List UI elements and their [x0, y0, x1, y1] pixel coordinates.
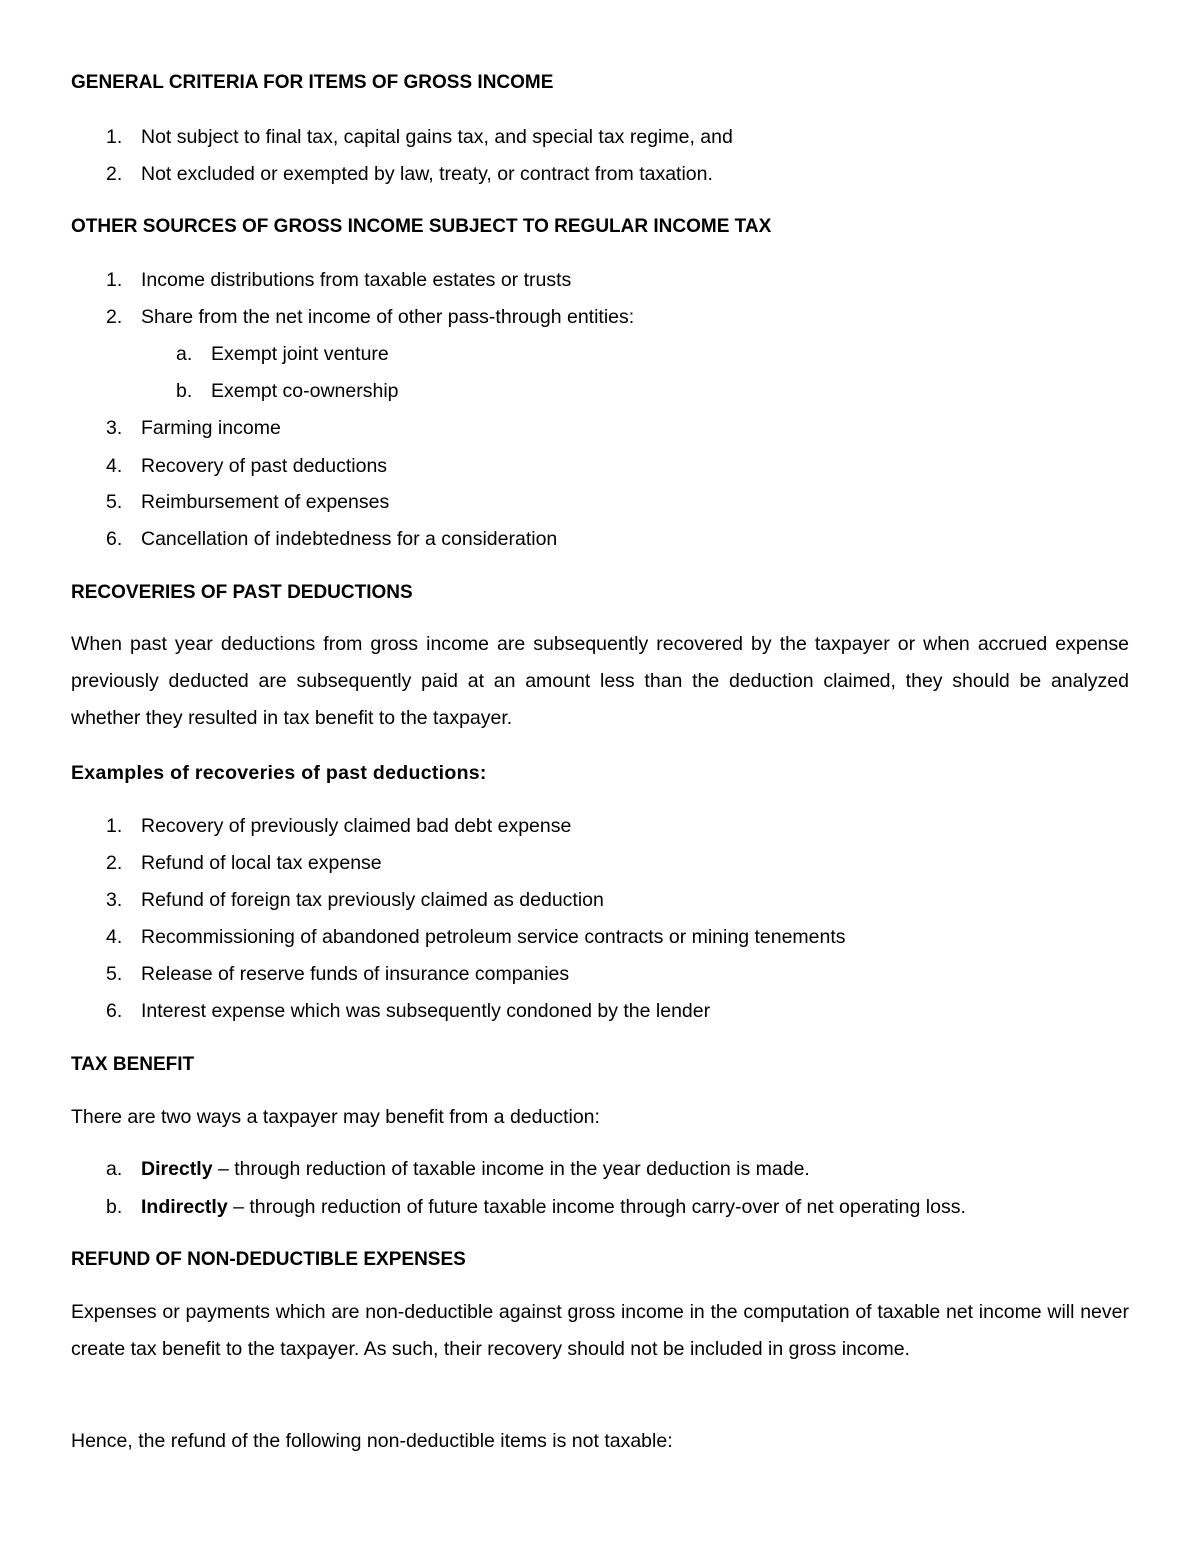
heading-refund-non-deductible: REFUND OF NON-DEDUCTIBLE EXPENSES [71, 1249, 466, 1270]
list-number: 4. [106, 926, 123, 948]
list-letter: a. [176, 343, 193, 365]
heading-other-sources: OTHER SOURCES OF GROSS INCOME SUBJECT TO REGULAR INCOME TAX [71, 216, 772, 237]
list-number: 5. [106, 491, 123, 513]
list-text: Recommissioning of abandoned petroleum service contracts or mining tenements [141, 926, 846, 948]
list-number: 6. [106, 1000, 123, 1022]
list-text: Income distributions from taxable estates or trusts [141, 269, 572, 291]
list-number: 1. [106, 269, 123, 291]
list-text: Share from the net income of other pass-through entities: [141, 306, 635, 328]
list-number: 3. [106, 889, 123, 911]
list-number: 3. [106, 417, 123, 439]
paragraph-refund-non-deductible: Expenses or payments which are non-deductible against gross income in the computation of taxable net income will never create tax benefit to the taxpayer. As such, their recovery should not be included in gross income. [71, 1301, 1129, 1360]
heading-general-criteria: GENERAL CRITERIA FOR ITEMS OF GROSS INCOME [71, 72, 554, 93]
list-text: Exempt co-ownership [211, 380, 399, 402]
list-text: Recovery of past deductions [141, 455, 388, 477]
term-description: – through reduction of taxable income in the year deduction is made. [212, 1158, 810, 1180]
list-number: 2. [106, 852, 123, 874]
list-text: Interest expense which was subsequently condoned by the lender [141, 1000, 711, 1022]
list-text: Cancellation of indebtedness for a consideration [141, 528, 558, 550]
list-text: Recovery of previously claimed bad debt expense [141, 815, 572, 837]
paragraph-tax-benefit-intro: There are two ways a taxpayer may benefit from a deduction: [71, 1106, 600, 1128]
term: Directly [141, 1158, 213, 1180]
paragraph-closing: Hence, the refund of the following non-deductible items is not taxable: [71, 1430, 673, 1452]
list-text: Release of reserve funds of insurance companies [141, 963, 570, 985]
list-letter: b. [176, 380, 193, 402]
list-number: 4. [106, 455, 123, 477]
heading-tax-benefit: TAX BENEFIT [71, 1054, 195, 1075]
list-text [141, 1158, 810, 1181]
list-text: Exempt joint venture [211, 343, 389, 365]
list-letter: a. [106, 1158, 123, 1180]
list-number: 5. [106, 963, 123, 985]
list-number: 2. [106, 306, 123, 328]
heading-recoveries: RECOVERIES OF PAST DEDUCTIONS [71, 582, 413, 603]
list-text: Farming income [141, 417, 281, 439]
list-text: Reimbursement of expenses [141, 491, 390, 513]
list-text [141, 1196, 966, 1219]
list-text: Refund of local tax expense [141, 852, 382, 874]
list-number: 1. [106, 126, 123, 148]
list-text: Not subject to final tax, capital gains tax, and special tax regime, and [141, 126, 733, 148]
list-letter: b. [106, 1196, 123, 1218]
list-number: 6. [106, 528, 123, 550]
term-description: – through reduction of future taxable income through carry-over of net operating loss. [227, 1196, 966, 1218]
paragraph-recoveries: When past year deductions from gross income are subsequently recovered by the taxpayer or when accrued expense previously deducted are subsequently paid at an amount less than the deduction claimed, they should be analyzed whether they resulted in tax benefit to the taxpayer. [71, 633, 1129, 729]
list-number: 2. [106, 163, 123, 185]
list-text: Refund of foreign tax previously claimed as deduction [141, 889, 604, 911]
subheading-examples: Examples of recoveries of past deductions: [71, 762, 487, 784]
term: Indirectly [141, 1196, 228, 1218]
list-text: Not excluded or exempted by law, treaty, or contract from taxation. [141, 163, 713, 185]
list-number: 1. [106, 815, 123, 837]
